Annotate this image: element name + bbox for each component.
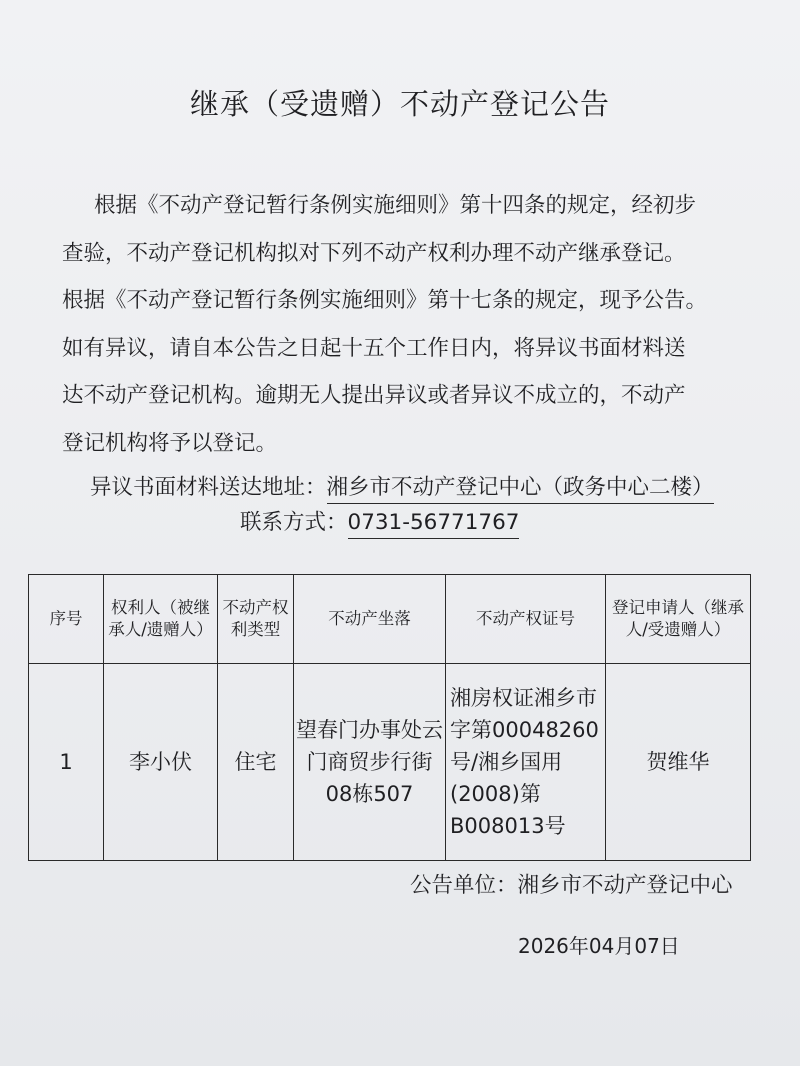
table-header-row: [29, 575, 751, 664]
header-right-holder: 权利人（被继承人/遗赠人）: [104, 575, 218, 664]
contact-info: [240, 505, 519, 536]
header-applicant: 登记申请人（继承人/受遗赠人）: [606, 575, 751, 664]
cell-location: 望春门办事处云门商贸步行街08栋507: [294, 664, 446, 861]
registration-table: [28, 574, 751, 861]
header-right-type: 不动产权利类型: [218, 575, 294, 664]
header-location: 不动产坐落: [294, 575, 446, 664]
objection-address: [90, 470, 714, 501]
notice-title: 继承（受遗赠）不动产登记公告: [189, 87, 610, 121]
address-value: 湘乡市不动产登记中心（政务中心二楼）: [327, 475, 714, 504]
contact-label: 联系方式：: [240, 510, 348, 535]
cell-right-holder: 李小伏: [104, 664, 218, 861]
body-line-1: 根据《不动产登记暂行条例实施细则》第十四条的规定，经初步: [94, 193, 697, 218]
cell-right-type: 住宅: [218, 664, 294, 861]
address-label: 异议书面材料送达地址：: [90, 475, 327, 500]
body-line-3: 根据《不动产登记暂行条例实施细则》第十七条的规定，现予公告。: [62, 288, 708, 314]
header-certificate: 不动产权证号: [446, 575, 606, 664]
issuing-unit: 公告单位：湘乡市不动产登记中心: [410, 873, 733, 898]
cell-certificate: 湘房权证湘乡市字第00048260号/湘乡国用(2008)第B008013号: [446, 664, 606, 861]
body-line-6: 登记机构将予以登记。: [62, 430, 278, 456]
body-line-2: 查验，不动产登记机构拟对下列不动产权利办理不动产继承登记。: [62, 240, 686, 266]
header-index: 序号: [29, 575, 104, 664]
table-row: [29, 664, 751, 861]
notice-date: 2026年04月07日: [518, 934, 680, 958]
cell-index: 1: [29, 664, 104, 861]
contact-phone: 0731-56771767: [348, 510, 520, 539]
body-line-4: 如有异议，请自本公告之日起十五个工作日内，将异议书面材料送: [62, 335, 686, 361]
body-line-5: 达不动产登记机构。逾期无人提出异议或者异议不成立的，不动产: [62, 383, 686, 409]
cell-applicant: 贺维华: [606, 664, 751, 861]
notice-body: [62, 182, 782, 468]
